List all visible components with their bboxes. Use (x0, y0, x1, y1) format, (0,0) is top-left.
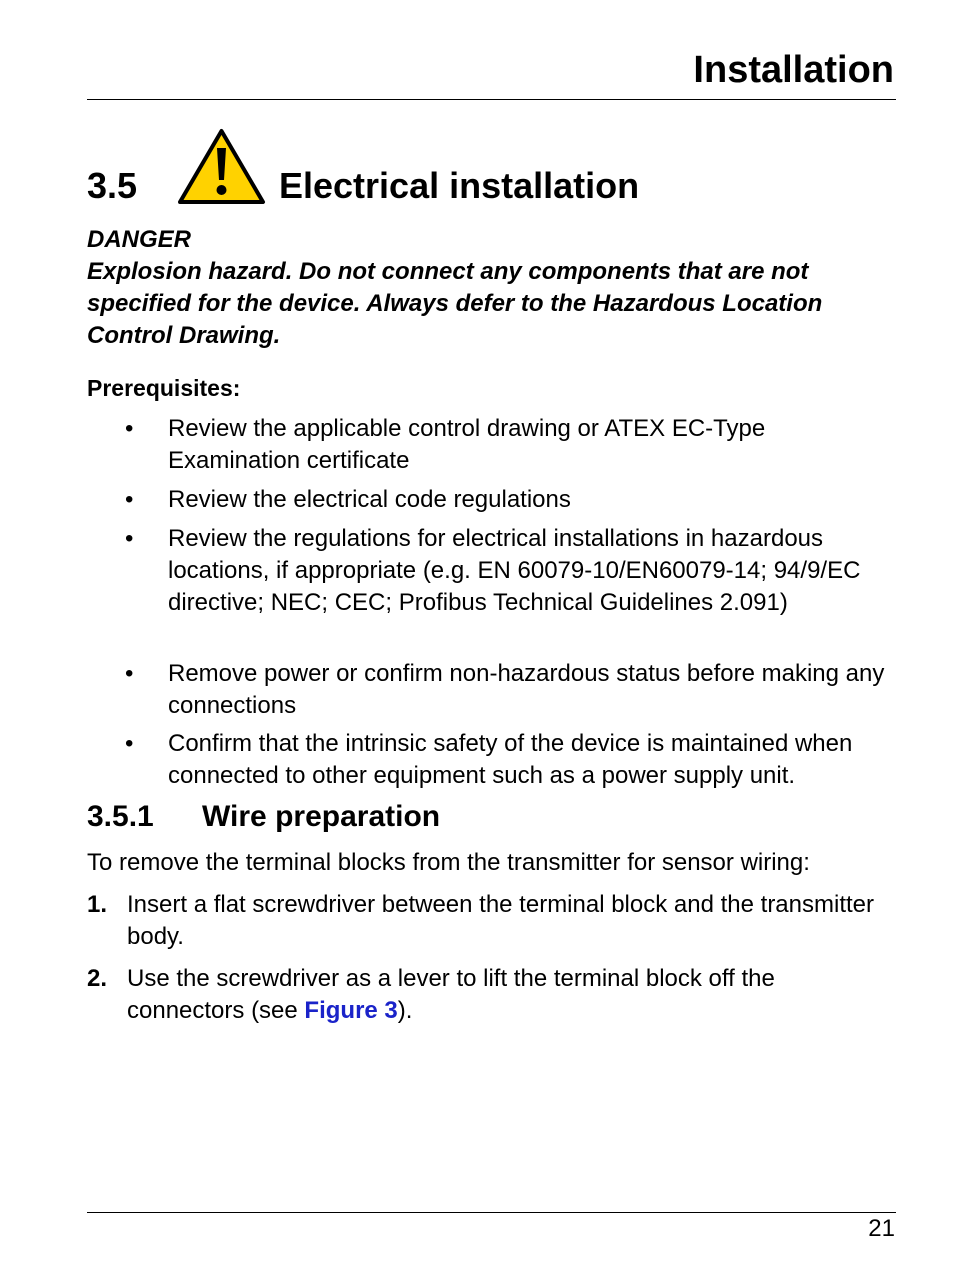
subsection-title: Wire preparation (202, 800, 441, 833)
section-title: Electrical installation (279, 165, 640, 206)
page-number: 21 (868, 1215, 895, 1242)
section-number: 3.5 (87, 165, 138, 206)
bullet-marker: • (125, 525, 134, 552)
running-header-title: Installation (693, 49, 894, 91)
warning-triangle-icon (177, 128, 266, 205)
bullet-marker: • (125, 660, 134, 687)
prerequisite-item: Remove power or confirm non-hazardous status before making any connections (168, 660, 885, 719)
bullet-marker: • (125, 486, 134, 513)
step-text-after-link: ). (397, 997, 413, 1024)
step-text-before-link: Use the screwdriver as a lever to lift the terminal block off the connectors (see (127, 965, 775, 1024)
bullet-marker: • (125, 415, 134, 442)
step-text: Insert a flat screwdriver between the terminal block and the transmitter body. (127, 891, 874, 950)
prerequisite-item: Review the regulations for electrical installations in hazardous locations, if appropriate (e.g. EN 60079-10/EN60079-14; 94/9/EC directive; NEC; CEC; Profibus Technical Guidelines 2.091) (168, 525, 861, 616)
danger-text: Explosion hazard. Do not connect any components that are not specified for the device. Always defer to the Hazardous Location Control Drawing. (87, 258, 823, 349)
step-number: 2. (87, 965, 108, 992)
subsection-intro: To remove the terminal blocks from the transmitter for sensor wiring: (87, 849, 810, 876)
prerequisites-label: Prerequisites: (87, 375, 241, 401)
prerequisite-item: Review the electrical code regulations (168, 486, 571, 513)
subsection-number: 3.5.1 (87, 800, 154, 833)
bullet-marker: • (125, 730, 134, 757)
danger-label: DANGER (87, 226, 192, 253)
footer-rule (87, 1212, 896, 1213)
step-text (127, 963, 887, 1027)
figure-3-link[interactable]: Figure 3 (304, 997, 398, 1024)
header-rule (87, 99, 896, 100)
prerequisite-item: Review the applicable control drawing or ATEX EC-Type Examination certificate (168, 415, 766, 474)
prerequisite-item: Confirm that the intrinsic safety of the device is maintained when connected to other equipment such as a power supply unit. (168, 730, 853, 789)
step-number: 1. (87, 891, 108, 918)
